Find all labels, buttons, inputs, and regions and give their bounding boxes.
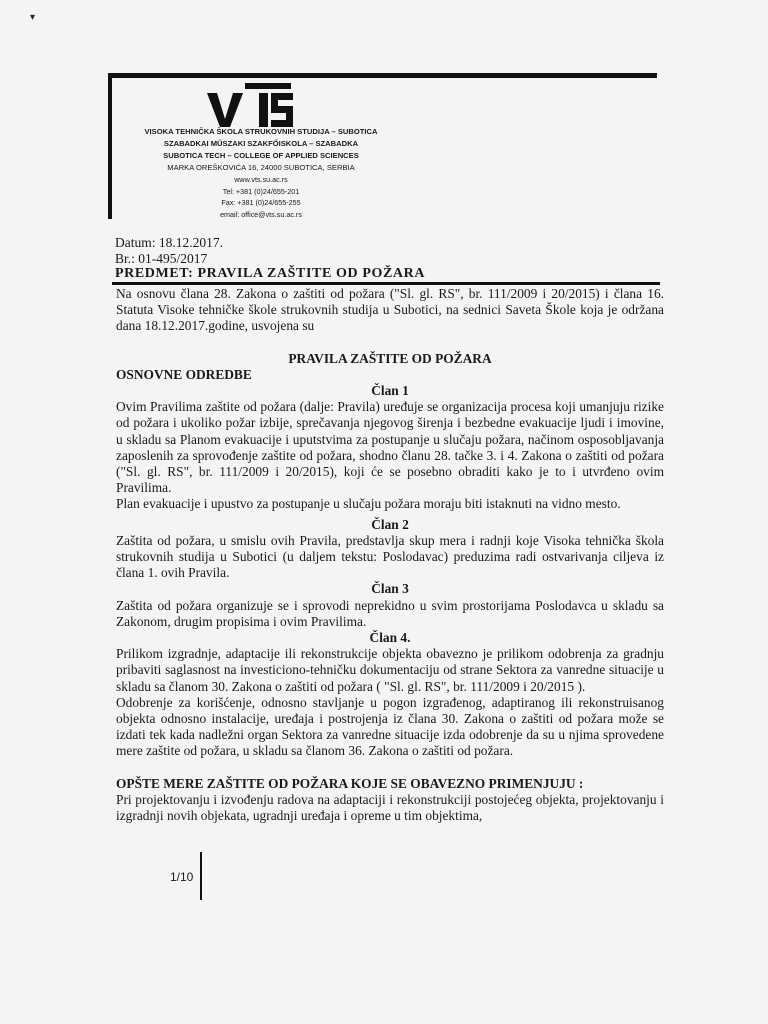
article-1-paragraph-1: Ovim Pravilima zaštite od požara (dalje: Pravila) uređuje se organizacija procesa koji umanjuju rizike od požara i ukoliko požar izbije, sprečavanja njegovog širenja i bezbedne evakuacije ljudi i imovine, u skladu sa Planom evakuacije i uputstvima za postupanje u slučaju požara, načinom osposobljavanja zaposlenih za sprovođenje zaštite od požara, shodno članu 28. tačke 3. i 4. Zakona o zaštiti od požara ("Sl. gl. RS", br. 111/2009 i 20/2015), koji će se posebno obraditi kako je to i utvrđeno ovim Pravilima.	[116, 399, 664, 496]
institution-phone: Tel: +381 (0)24/655-201	[222, 186, 300, 196]
page-number: 1/10	[170, 870, 194, 884]
institution-name-en: SUBOTICA TECH – COLLEGE OF APPLIED SCIENCES	[163, 151, 359, 160]
general-measures-paragraph-1: Pri projektovanju i izvođenju radova na adaptaciji i rekonstrukciji postojećeg objekta, projektovanju i izgradnji novih objekata, ugradnji uređaja i opreme u tim objektima,	[116, 791, 664, 824]
article-4-heading: Član 4.	[369, 630, 411, 646]
institution-address: MARKA OREŠKOVIĆA 16, 24000 SUBOTICA, SERBIA	[167, 163, 355, 172]
intro-paragraph: Na osnovu člana 28. Zakona o zaštiti od požara ("Sl. gl. RS", br. 111/2009 i 20/2015) i člana 16. Statuta Visoke tehničke škole strukovnih studija u Subotici, na sednici Saveta Škole koja je održana dana 18.12.2017.godine, usvojena su	[116, 286, 664, 334]
document-date: Datum: 18.12.2017.	[115, 235, 223, 250]
stray-mark: ▾	[30, 12, 36, 23]
section-basic-provisions: OSNOVNE ODREDBE	[116, 366, 252, 382]
letterhead-top-rule	[108, 73, 657, 78]
article-3-paragraph-1: Zaštita od požara organizuje se i sprovodi neprekidno u svim prostorijama Poslodavca u skladu sa Zakonom, drugim propisima i ovim Pravilima.	[116, 597, 664, 629]
document-subject: PREDMET: PRAVILA ZAŠTITE OD POŽARA	[115, 266, 426, 281]
article-4-paragraph-1: Prilikom izgradnje, adaptacije ili rekonstrukcije objekta obavezno je prilikom odobrenja za gradnju pribaviti saglasnost na investiciono-tehničku dokumentaciju od strane Sektora za vanredne situacije u skladu sa članom 30. Zakona o zaštiti od požara ( "Sl. gl. RS", br. 111/2009 i 20/2015 ).	[116, 646, 664, 694]
letterhead-text	[116, 126, 406, 220]
article-2-heading: Član 2	[371, 516, 409, 532]
institution-fax: Fax: +381 (0)24/655-255	[221, 198, 301, 207]
document-body	[116, 286, 664, 824]
article-3-heading: Član 3	[371, 581, 409, 597]
vts-logo	[205, 79, 295, 129]
article-1-heading: Član 1	[371, 383, 409, 399]
article-1-paragraph-2: Plan evakuacije i upustvo za postupanje u slučaju požara moraju biti istaknuti na vidno mesto.	[116, 496, 621, 512]
institution-name-sr: VISOKA TEHNIČKA ŠKOLA STRUKOVNIH STUDIJA – SUBOTICA	[144, 127, 378, 136]
institution-name-hu: SZABADKAI MŰSZAKI SZAKFŐISKOLA – SZABADKA	[163, 139, 359, 148]
subject-underline	[112, 282, 660, 285]
document-number: Br.: 01-495/2017	[115, 251, 208, 266]
footer-rule	[200, 852, 202, 900]
article-4-paragraph-2: Odobrenje za korišćenje, odnosno stavljanje u pogon izgrađenog, adaptiranog ili rekonstruisanog objekta odnosno instalacije, uređaja i postrojenja iz člana 30. Zakona o zaštiti od požara može se izdati tek kada nadležni organ Sektora za vanredne situacije izda odobrenje da su u njima sprovedene mere zaštite od požara, u skladu sa članom 36. Zakona o zaštiti od požara.	[116, 694, 664, 759]
document-meta	[115, 235, 223, 267]
article-2-paragraph-1: Zaštita od požara, u smislu ovih Pravila, predstavlja skup mera i radnji koje Visoka tehnička škola strukovnih studija u Subotici (u daljem tekstu: Poslodavac) preduzima radi ostvarivanja ciljeva iz člana 1. ovih Pravila.	[116, 532, 664, 581]
document-title: PRAVILA ZAŠTITE OD POŽARA	[288, 350, 492, 366]
institution-email: email: office@vts.su.ac.rs	[220, 209, 302, 219]
section-general-measures: OPŠTE MERE ZAŠTITE OD POŽARA KOJE SE OBAVEZNO PRIMENJUJU :	[116, 775, 584, 791]
institution-website: www.vts.su.ac.rs	[234, 175, 288, 184]
letterhead-left-rule	[108, 73, 112, 219]
